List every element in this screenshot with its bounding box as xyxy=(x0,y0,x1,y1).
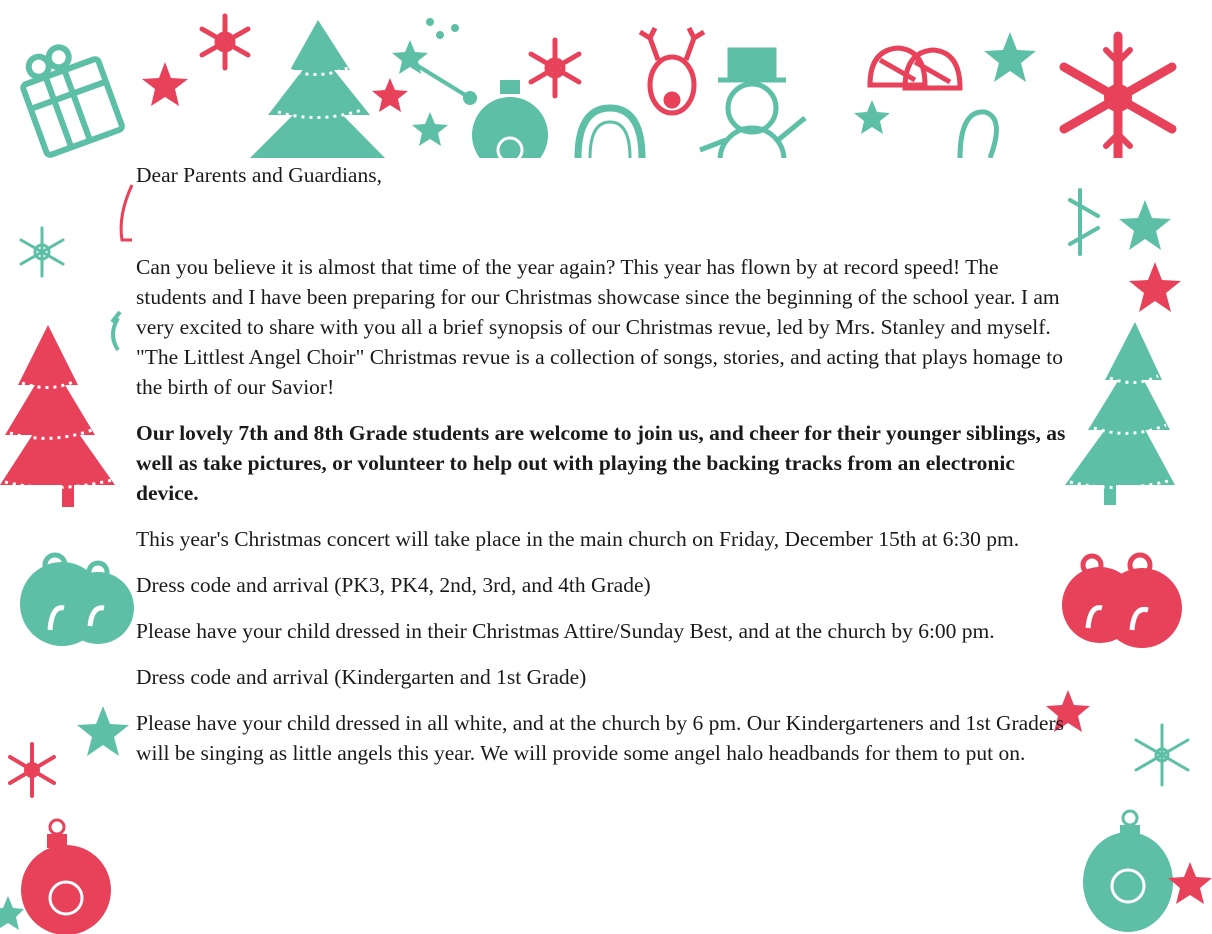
christmas-tree-icon xyxy=(250,20,385,158)
bells-icon xyxy=(870,48,960,88)
bold-notice-paragraph: Our lovely 7th and 8th Grade students are welcome to join us, and cheer for their younger siblings, as well as take pictures, or volunteer to help out with playing the backing tracks from an electronic device. xyxy=(136,421,1066,505)
reindeer-icon xyxy=(640,28,704,113)
concert-info-paragraph: This year's Christmas concert will take place in the main church on Friday, December 15th at 6:30 pm. xyxy=(136,527,1020,551)
jingle-bells-icon xyxy=(20,555,134,646)
ornament-icon xyxy=(21,820,111,934)
snowflake-icon xyxy=(531,40,579,96)
jingle-bells-icon xyxy=(1062,555,1182,648)
letter-body xyxy=(136,160,1066,784)
greeting: Dear Parents and Guardians, xyxy=(136,163,382,187)
christmas-tree-icon xyxy=(0,325,115,507)
snowflake-icon xyxy=(1136,725,1188,785)
dress-code-heading-lower: Dress code and arrival (Kindergarten and 1st Grade) xyxy=(136,665,587,689)
snowflake-large-icon xyxy=(1064,36,1172,160)
santa-hat-icon xyxy=(121,185,132,240)
star-icon xyxy=(142,62,188,106)
intro-paragraph: Can you believe it is almost that time of the year again? This year has flown by at record speed! The students and I have been preparing for our Christmas showcase since the beginning of the school year. I am very excited to share with you all a brief synopsis of our Christmas revue, led by Mrs. Stanley and myself. "The Littlest Angel Choir" Christmas revue is a collection of songs, stories, and acting that plays homage to the birth of our Savior! xyxy=(136,255,1063,399)
dress-code-instructions-upper: Please have your child dressed in their Christmas Attire/Sunday Best, and at the church by 6:00 pm. xyxy=(136,619,995,643)
snowflake-icon xyxy=(1070,190,1098,254)
dress-code-heading-upper: Dress code and arrival (PK3, PK4, 2nd, 3rd, and 4th Grade) xyxy=(136,573,651,597)
dress-code-instructions-lower: Please have your child dressed in all white, and at the church by 6 pm. Our Kindergarteners and 1st Graders will be singing as little angels this year. We will provide some angel halo headbands for them to put on. xyxy=(136,711,1065,765)
star-icon xyxy=(984,32,1036,82)
magic-wand-icon xyxy=(392,20,475,103)
star-icon xyxy=(1129,262,1181,312)
star-icon xyxy=(412,112,448,146)
wreath-icon xyxy=(578,108,642,158)
star-icon xyxy=(854,100,890,134)
star-icon xyxy=(372,78,408,112)
ornament-icon xyxy=(1083,811,1173,932)
reindeer-antler-icon xyxy=(112,312,120,350)
snowflake-icon xyxy=(21,228,63,276)
snowflake-icon xyxy=(202,16,248,68)
star-icon xyxy=(1168,862,1212,904)
star-icon xyxy=(1119,200,1171,250)
christmas-tree-icon xyxy=(1065,322,1175,505)
star-icon xyxy=(0,896,24,930)
gift-icon xyxy=(14,36,123,156)
snowflake-icon xyxy=(10,744,54,796)
bunny-icon xyxy=(960,112,996,158)
star-icon xyxy=(77,706,129,756)
